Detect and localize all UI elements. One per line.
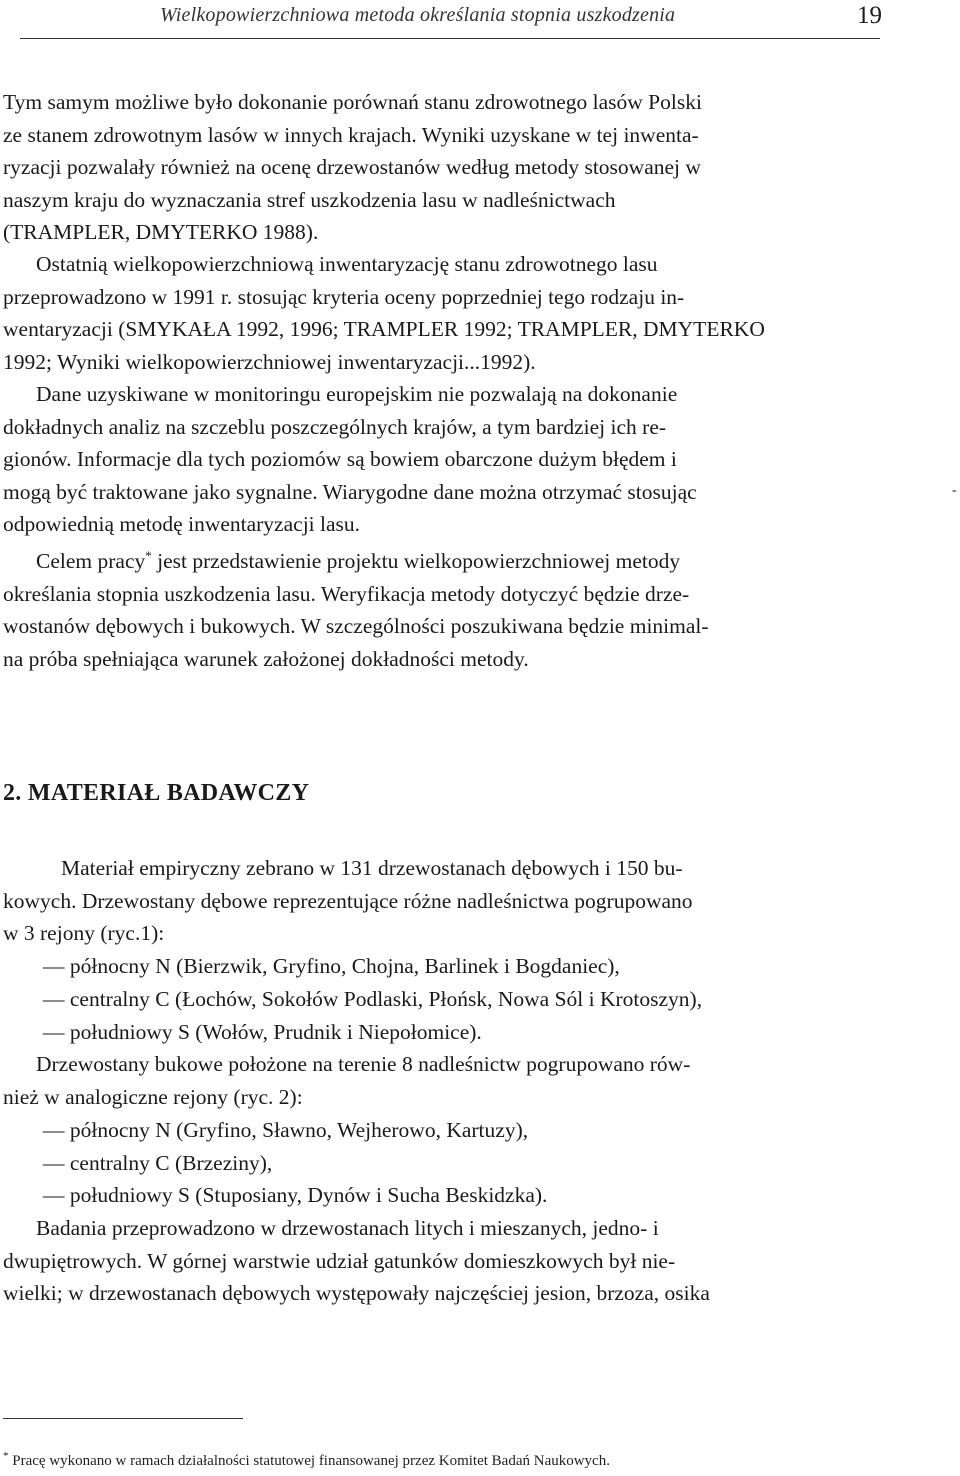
footnote-text: Pracę wykonano w ramach działalności statutowej finansowanej przez Komitet Badań Naukowych. [12, 1453, 610, 1469]
section-heading: 2. MATERIAŁ BADAWCZY [3, 780, 310, 806]
text-line: w 3 rejony (ryc.1): [3, 921, 165, 945]
text-line: naszym kraju do wyznaczania stref uszkodzenia lasu w nadleśnictwach [3, 187, 616, 212]
text-line: dwupiętrowych. W górnej warstwie udział gatunków domieszkowych był nie- [3, 1248, 676, 1273]
text-line: Tym samym możliwe było dokonanie porównań stanu zdrowotnego lasów Polski [3, 90, 702, 114]
intro-paragraph-3 [3, 378, 883, 541]
footnote-mark: * [3, 1450, 9, 1462]
text-line: nież w analogiczne rejony (ryc. 2): [3, 1084, 303, 1109]
text-line [3, 540, 883, 578]
text-line: Drzewostany bukowe położone na terenie 8 nadleśnictw pogrupowano rów- [36, 1052, 691, 1076]
section-paragraph-3 [3, 1212, 883, 1310]
text-line: Ostatnią wielkopowierzchniową inwentaryzację stanu zdrowotnego lasu [36, 252, 658, 276]
text-line: wostanów dębowych i bukowych. W szczególności poszukiwana będzie minimal- [3, 614, 709, 639]
text-line: 1992; Wyniki wielkopowierzchniowej inwentaryzacji...1992). [3, 349, 536, 374]
text-line: wentaryzacji (SMYKAŁA 1992, 1996; TRAMPLER 1992; TRAMPLER, DMYTERKO [3, 317, 765, 341]
running-title: Wielkopowierzchniowa metoda określania stopnia uszkodzenia [160, 4, 676, 26]
text-segment: Celem pracy [36, 549, 146, 574]
text-line: Dane uzyskiwane w monitoringu europejskim nie pozwalają na dokonanie [36, 382, 678, 406]
section-paragraph-2 [3, 1048, 883, 1113]
beech-region-central: — centralny C (Brzeziny), [43, 1151, 273, 1175]
oak-region-central: — centralny C (Łochów, Sokołów Podlaski, Płońsk, Nowa Sól i Krotoszyn), [43, 987, 703, 1011]
header-rule [20, 38, 880, 39]
intro-paragraph-1 [3, 86, 883, 249]
beech-region-south: — południowy S (Stuposiany, Dynów i Sucha Beskidzka). [43, 1183, 548, 1207]
text-line: mogą być traktowane jako sygnalne. Wiarygodne dane można otrzymać stosując [3, 479, 697, 504]
margin-dash: - [952, 483, 957, 498]
section-paragraph-1 [3, 852, 883, 950]
oak-region-north: — północny N (Bierzwik, Gryfino, Chojna, Barlinek i Bogdaniec), [43, 954, 620, 978]
text-line: dokładnych analiz na szczeblu poszczególnych krajów, a tym bardziej ich re- [3, 414, 667, 439]
text-line: wielki; w drzewostanach dębowych występowały najczęściej jesion, brzoza, osika [3, 1281, 710, 1305]
text-line: na próba spełniająca warunek założonej dokładności metody. [3, 646, 529, 671]
footnote-reference: * [145, 548, 152, 563]
beech-region-north: — północny N (Gryfino, Sławno, Wejherowo, Kartuzy), [43, 1118, 529, 1142]
intro-paragraph-2 [3, 248, 883, 378]
footnote [3, 1450, 610, 1470]
text-line: (TRAMPLER, DMYTERKO 1988). [3, 220, 319, 244]
text-line: określania stopnia uszkodzenia lasu. Weryfikacja metody dotyczyć będzie drze- [3, 581, 690, 606]
text-line: gionów. Informacje dla tych poziomów są bowiem obarczone dużym błędem i [3, 447, 677, 471]
text-line: przeprowadzono w 1991 r. stosując kryteria oceny poprzedniej tego rodzaju in- [3, 284, 685, 309]
text-line: Materiał empiryczny zebrano w 131 drzewostanach dębowych i 150 bu- [61, 856, 683, 880]
footnote-rule [3, 1418, 243, 1419]
oak-region-south: — południowy S (Wołów, Prudnik i Niepołomice). [43, 1020, 482, 1044]
text-line: odpowiednią metodę inwentaryzacji lasu. [3, 512, 361, 536]
intro-paragraph-4 [3, 540, 883, 675]
text-line: ze stanem zdrowotnym lasów w innych krajach. Wyniki uzyskane w tej inwenta- [3, 122, 699, 147]
page-number: 19 [857, 2, 882, 29]
text-segment: jest przedstawienie projektu wielkopowierzchniowej metody [151, 549, 681, 574]
text-line: Badania przeprowadzono w drzewostanach litych i mieszanych, jedno- i [36, 1216, 659, 1240]
text-line: ryzacji pozwalały również na ocenę drzewostanów według metody stosowanej w [3, 155, 701, 179]
text-line: kowych. Drzewostany dębowe reprezentujące różne nadleśnictwa pogrupowano [3, 888, 693, 913]
